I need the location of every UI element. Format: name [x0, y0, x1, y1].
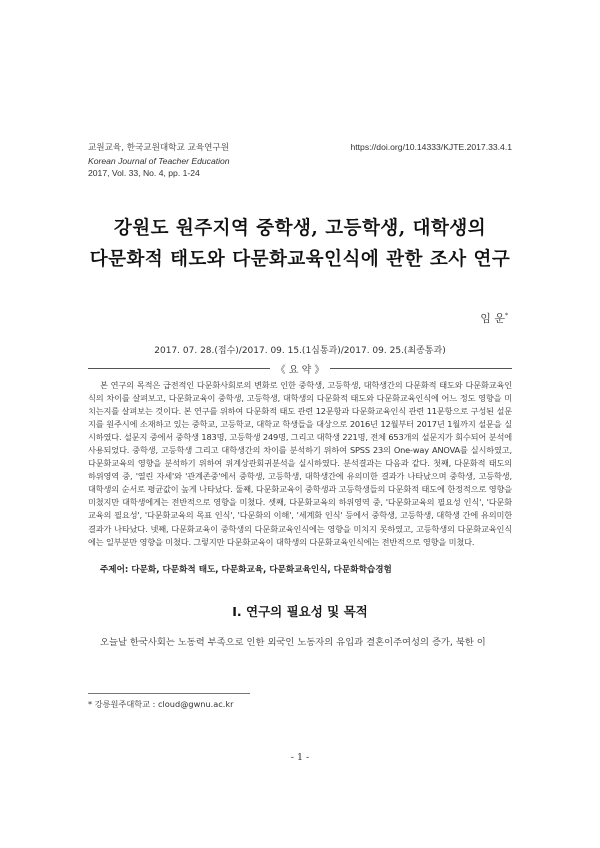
footnote-rule [88, 693, 250, 694]
abstract-text: 본 연구의 목적은 급전적인 다문화사회로의 변화로 인한 중학생, 고등학생, 대학생간의 다문화적 태도와 다문화교육인식의 차이를 살펴보고, 다문화교육이 중학생, 고등학생, 대학생의 다문화적 태도와 다문화교육인식에 어느 정도 영향을 미치는지를 살펴보는 것이다. 본 연구를 위하여 다문화적 태도 관련 12문항과 다문화교육인식 관련 11문항으로 구성된 설문지를 원주시에 소재하고 있는 중학교, 고등학교, 대학교 학생들을 대상으로 2016년 12월부터 2017년 1월까지 설문을 실시하였다. 설문지 중에서 중학생 183명, 고등학생 249명, 그리고 대학생 221명, 전체 653개의 설문지가 회수되어 분석에 사용되었다. 중학생, 고등학생 그리고 대학생간의 차이를 분석하기 위하여 SPSS 23의 One-way ANOVA를 실시하였고, 다문화교육의 영향을 분석하기 위하여 위계상관회귀분석을 실시하였다. 분석결과는 다음과 같다. 첫째, 다문화적 태도의 하위영역 중, '열린 자세'와 '관계존중'에서 중학생, 고등학생, 대학생간에 유의미한 결과가 나타났으며 중학생, 고등학생, 대학생의 순서로 평균값이 높게 나타났다. 둘째, 다문화교육이 중학생과 고등학생들의 다문화적 태도에 한정적으로 영향을 미쳤지만 대학생에게는 전반적으로 영향을 미쳤다. 셋째, 다문화교육의 하위영역 중, '다문화교육의 필요성 인식', '다문화교육의 필요성', '다문화교육의 목표 인식', '다문화의 이해', '세계화 인식' 등에서 중학생, 고등학생, 대학생 간에 유의미한 결과가 나타났다. 넷째, 다문화교육이 중학생의 다문화교육인식에는 영향을 미치지 못하였고, 고등학생의 다문화교육인식에는 일부분만 영향을 미쳤다. 그렇지만 다문화교육이 대학생의 다문화교육인식에는 전반적으로 영향을 미쳤다. [88, 380, 512, 547]
body-paragraph: 오늘날 한국사회는 노동력 부족으로 인한 외국인 노동자의 유입과 결혼이주여성의 증가, 북한 이 [100, 637, 486, 648]
doi-link[interactable]: https://doi.org/10.14333/KJTE.2017.33.4.1 [350, 142, 512, 152]
journal-name-ko: 교원교육, 한국교원대학교 교육연구원 [88, 143, 230, 153]
paper-title [0, 213, 600, 275]
page-number: - 1 - [290, 752, 310, 763]
title-line-1: 강원도 원주지역 중학생, 고등학생, 대학생의 [113, 218, 487, 239]
review-dates: 2017. 07. 28.(접수)/2017. 09. 15.(1심통과)/2017. 09. 25.(최종통과) [154, 346, 446, 356]
title-line-2: 다문화적 태도와 다문화교육인식에 관한 조사 연구 [89, 249, 511, 270]
abstract-heading [0, 361, 600, 376]
journal-header [88, 142, 230, 180]
journal-name-en: Korean Journal of Teacher Education [88, 155, 230, 166]
author-name: 임 운 [480, 312, 505, 325]
section-title: Ⅰ. 연구의 필요성 및 목적 [232, 604, 368, 619]
author-mark: * [505, 312, 508, 320]
journal-volume: 2017, Vol. 33, No. 4, pp. 1-24 [88, 168, 200, 178]
abstract-heading-label: 《 요 약 》 [270, 365, 331, 376]
author [480, 310, 508, 326]
keywords: 주제어: 다문화, 다문화적 태도, 다문화교육, 다문화교육인식, 다문화학습경험 [100, 565, 392, 575]
footnote: * 강릉원주대학교 : cloud@gwnu.ac.kr [88, 699, 234, 709]
